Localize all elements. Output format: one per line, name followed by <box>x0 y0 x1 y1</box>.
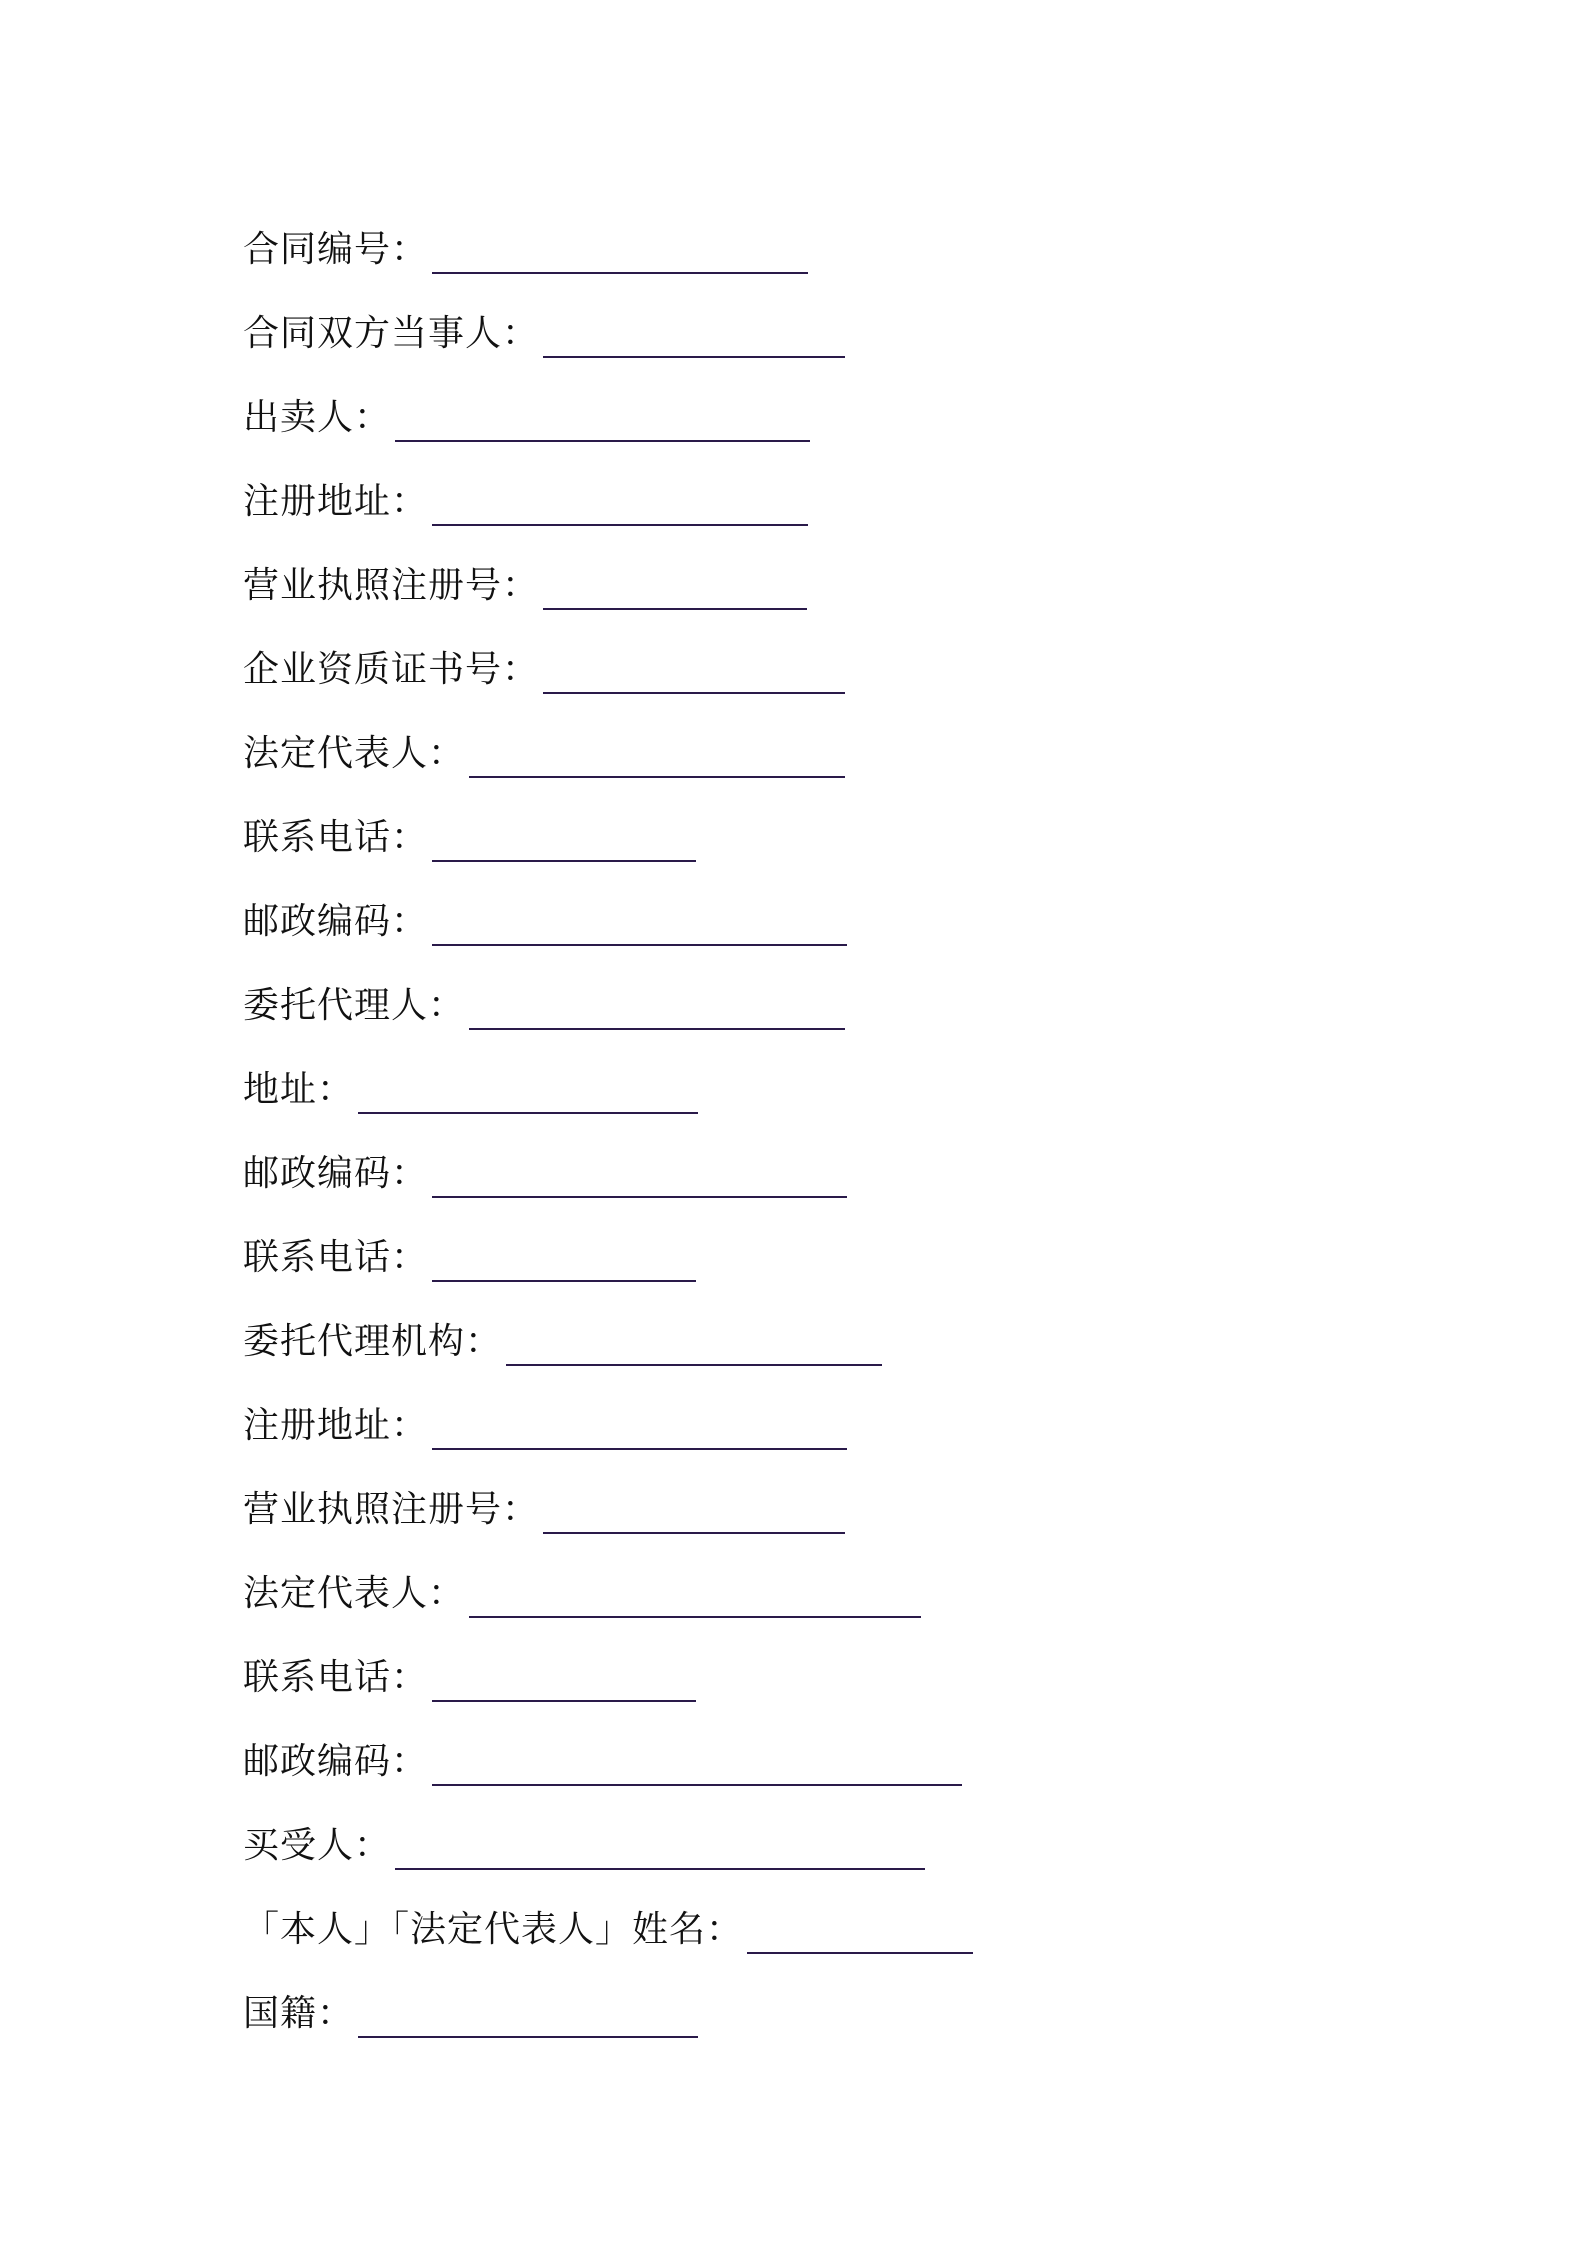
field-label: 企业资质证书号： <box>243 649 540 690</box>
field-label: 邮政编码： <box>243 1741 429 1782</box>
field-label: 邮政编码： <box>243 901 429 942</box>
field-label: 联系电话： <box>243 1237 429 1278</box>
field-postal-code <box>243 868 1343 952</box>
field-label: 营业执照注册号： <box>243 1489 540 1530</box>
contract-form <box>243 196 1343 2044</box>
field-label: 合同编号： <box>243 229 429 270</box>
field-legal-representative <box>243 1540 1343 1624</box>
fill-in-blank[interactable] <box>469 1569 921 1618</box>
fill-in-blank[interactable] <box>543 309 845 358</box>
field-business-license-number <box>243 1456 1343 1540</box>
field-contract-number <box>243 196 1343 280</box>
field-phone <box>243 1624 1343 1708</box>
fill-in-blank[interactable] <box>432 897 847 946</box>
field-label: 合同双方当事人： <box>243 313 540 354</box>
field-label: 注册地址： <box>243 481 429 522</box>
field-postal-code <box>243 1120 1343 1204</box>
field-authorized-agent <box>243 952 1343 1036</box>
field-label: 注册地址： <box>243 1405 429 1446</box>
field-label: 邮政编码： <box>243 1153 429 1194</box>
field-agency <box>243 1288 1343 1372</box>
field-label: 营业执照注册号： <box>243 565 540 606</box>
fill-in-blank[interactable] <box>432 1653 696 1702</box>
field-phone <box>243 784 1343 868</box>
field-address <box>243 1036 1343 1120</box>
field-nationality <box>243 1960 1343 2044</box>
field-buyer <box>243 1792 1343 1876</box>
fill-in-blank[interactable] <box>432 1233 696 1282</box>
fill-in-blank[interactable] <box>469 981 845 1030</box>
field-label: 「本人」「法定代表人」姓名： <box>243 1909 744 1950</box>
fill-in-blank[interactable] <box>747 1905 973 1954</box>
fill-in-blank[interactable] <box>432 1737 962 1786</box>
field-legal-representative <box>243 700 1343 784</box>
fill-in-blank[interactable] <box>432 1149 847 1198</box>
fill-in-blank[interactable] <box>395 1821 925 1870</box>
fill-in-blank[interactable] <box>469 729 845 778</box>
field-qualification-certificate-number <box>243 616 1343 700</box>
fill-in-blank[interactable] <box>432 1401 847 1450</box>
field-label: 法定代表人： <box>243 1573 466 1614</box>
field-postal-code <box>243 1708 1343 1792</box>
field-registered-address <box>243 448 1343 532</box>
field-label: 委托代理机构： <box>243 1321 503 1362</box>
fill-in-blank[interactable] <box>432 813 696 862</box>
field-label: 买受人： <box>243 1825 392 1866</box>
field-label: 联系电话： <box>243 1657 429 1698</box>
field-business-license-number <box>243 532 1343 616</box>
field-label: 委托代理人： <box>243 985 466 1026</box>
field-contract-parties <box>243 280 1343 364</box>
fill-in-blank[interactable] <box>543 561 807 610</box>
field-label: 国籍： <box>243 1993 355 2034</box>
field-label: 地址： <box>243 1069 355 1110</box>
field-label: 联系电话： <box>243 817 429 858</box>
field-registered-address <box>243 1372 1343 1456</box>
fill-in-blank[interactable] <box>543 1485 845 1534</box>
field-seller <box>243 364 1343 448</box>
fill-in-blank[interactable] <box>358 1989 698 2038</box>
field-label: 出卖人： <box>243 397 392 438</box>
field-phone <box>243 1204 1343 1288</box>
fill-in-blank[interactable] <box>506 1317 882 1366</box>
fill-in-blank[interactable] <box>432 477 808 526</box>
field-label: 法定代表人： <box>243 733 466 774</box>
field-buyer-name <box>243 1876 1343 1960</box>
fill-in-blank[interactable] <box>395 393 810 442</box>
fill-in-blank[interactable] <box>358 1065 698 1114</box>
fill-in-blank[interactable] <box>543 645 845 694</box>
fill-in-blank[interactable] <box>432 225 808 274</box>
